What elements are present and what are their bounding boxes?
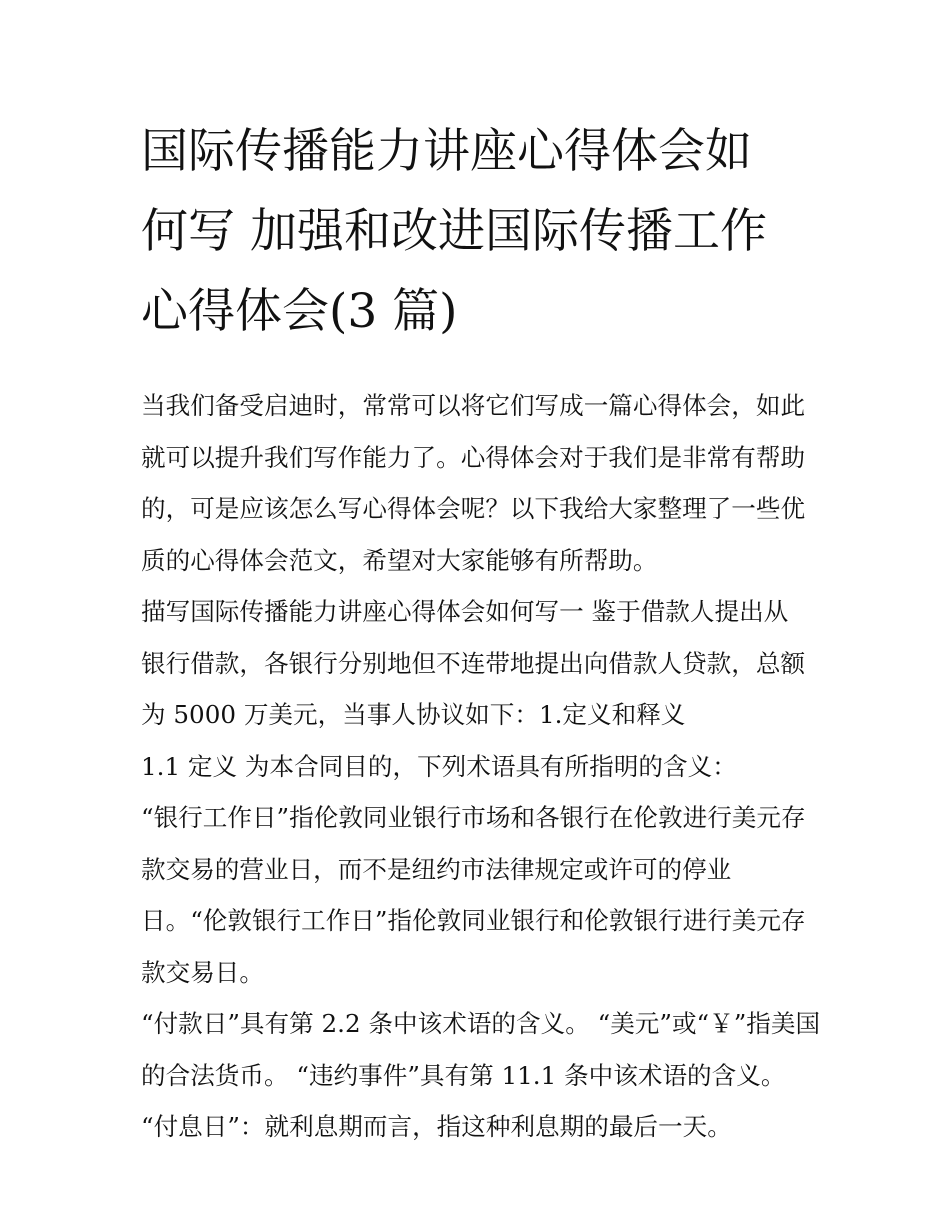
document-body — [141, 380, 821, 1153]
text-line: 1.1 定义 为本合同目的，下列术语具有所指明的含义： — [141, 751, 737, 781]
text-line: 为 5000 万美元，当事人协议如下：1.定义和释义 — [141, 700, 686, 729]
title-line: 心得体会(3 篇) — [141, 284, 458, 339]
body-paragraph — [141, 1101, 813, 1153]
text-line: 日。“伦敦银行工作日”指伦敦同业银行和伦敦银行进行美元存 — [141, 906, 806, 935]
text-line: 就可以提升我们写作能力了。心得体会对于我们是非常有帮助 — [141, 442, 806, 472]
text-line: “付款日”具有第 2.2 条中该术语的含义。 “美元”或“￥”指美国 — [141, 1009, 821, 1038]
text-line: 款交易的营业日，而不是纽约市法律规定或许可的停业 — [141, 854, 732, 884]
text-line: 质的心得体会范文，希望对大家能够有所帮助。 — [141, 545, 658, 575]
text-line: 当我们备受启迪时，常常可以将它们写成一篇心得体会，如此 — [141, 391, 806, 420]
text-line: 的，可是应该怎么写心得体会呢？以下我给大家整理了一些优 — [141, 494, 806, 523]
document-title — [141, 112, 813, 352]
text-line: “付息日”：就利息期而言，指这种利息期的最后一天。 — [141, 1112, 732, 1141]
body-paragraph — [141, 792, 813, 998]
document-page — [141, 112, 821, 1153]
body-paragraph — [141, 741, 813, 793]
text-line: 款交易日。 — [141, 957, 264, 987]
text-line: 的合法货币。 “违约事件”具有第 11.1 条中该术语的含义。 — [141, 1060, 786, 1090]
text-line: 描写国际传播能力讲座心得体会如何写一 鉴于借款人提出从 — [141, 597, 789, 626]
intro-paragraph — [141, 380, 813, 586]
title-line: 国际传播能力讲座心得体会如 — [141, 124, 752, 179]
title-line: 何写 加强和改进国际传播工作 — [141, 204, 767, 259]
text-line: “银行工作日”指伦敦同业银行市场和各银行在伦敦进行美元存 — [141, 803, 806, 832]
body-paragraph — [141, 998, 821, 1101]
body-paragraph — [141, 586, 813, 741]
text-line: 银行借款，各银行分别地但不连带地提出向借款人贷款，总额 — [141, 648, 806, 678]
